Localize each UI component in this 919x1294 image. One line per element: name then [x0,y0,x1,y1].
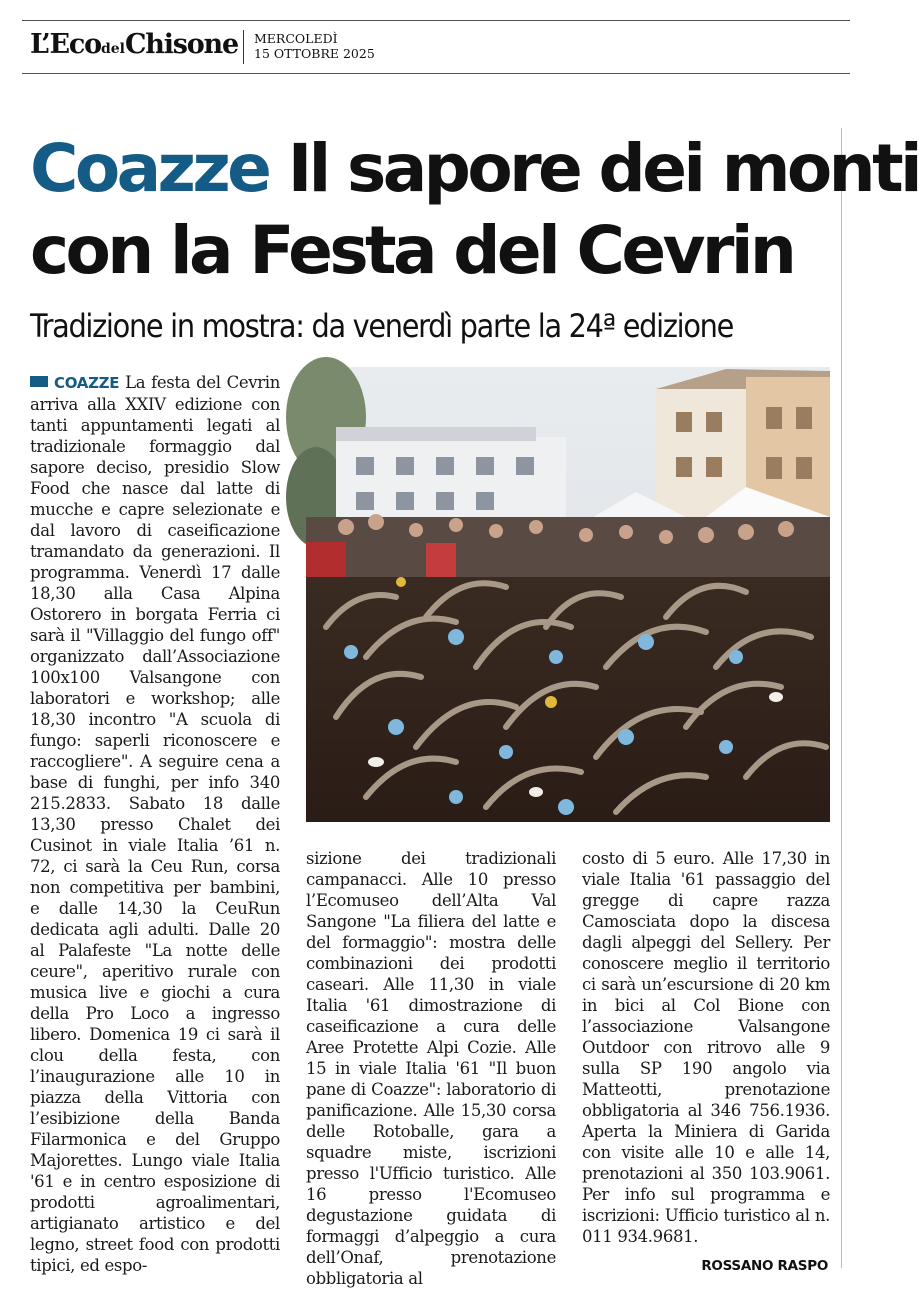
issue-full-date: 15 OTTOBRE 2025 [254,46,375,61]
logo-part-1: L’Eco [30,29,101,60]
masthead [22,20,850,74]
article-column-1 [30,372,280,1276]
article-headline [30,128,919,292]
logo-part-3: Chisone [124,29,238,60]
issue-weekday: MERCOLEDÌ [254,31,338,46]
kicker-marker [30,376,48,387]
article-subheadline: Tradizione in mostra: da venerdì parte la 24ª edizione [30,307,734,345]
headline-line-1: Il sapore dei monti [287,130,919,207]
logo-part-2: del [100,41,125,57]
body-text-column-3: costo di 5 euro. Alle 17,30 in viale Italia '61 passaggio del gregge di capre razza Camosciata dopo la discesa dagli alpeggi del Sellery. Per conoscere meglio il territorio ci sarà un’escursione di 20 km in bici al Col Bione con l’associazione Valsangone Outdoor con ritrovo alle 9 sulla SP 190 angolo via Matteotti, prenotazione obbligatoria al 346 756.1936. Aperta la Miniera di Garida con visite alle 10 e alle 14, prenotazioni al 350 103.9061. Per info sul programma e iscrizioni: Ufficio turistico al n. 011 934.9681. [582,849,830,1246]
goat-herd-photo [306,367,830,822]
headline-location-tag: Coazze [30,130,269,207]
kicker-location: COAZZE [54,374,120,392]
masthead-divider [243,30,244,64]
body-text-column-2: sizione dei tradizionali campanacci. Alle 10 presso l’Ecomuseo dell’Alta Val Sangone "La filiera del latte e del formaggio": mostra delle combinazioni dei prodotti caseari. Alle 11,30 in viale Italia '61 dimostrazione di caseificazione a cura delle Aree Protette Alpi Cozie. Alle 15 in viale Italia '61 "Il buon pane di Coazze": laboratorio di panificazione. Alle 15,30 corsa delle Rotoballe, gara a squadre miste, iscrizioni presso l'Ufficio turistico. Alle 16 presso l'Ecomuseo degustazione guidata di formaggi d’alpeggio a cura dell’Onaf, prenotazione obbligatoria al [306,849,556,1288]
column-rule [841,128,842,1268]
headline-line-2: con la Festa del Cevrin [30,212,794,289]
article-column-2 [306,848,556,1289]
newspaper-logo [30,29,238,60]
issue-date [254,31,375,61]
article-byline: ROSSANO RASPO [701,1258,828,1274]
article-photo [306,367,830,822]
body-text-column-1: La festa del Cevrin arriva alla XXIV edizione con tanti appuntamenti legati al tradizionale formaggio dal sapore deciso, presidio Slow Food che nasce dal latte di mucche e capre selezionate e dal lavoro di caseificazione tramandato da generazioni. Il programma. Venerdì 17 dalle 18,30 alla Casa Alpina Ostorero in borgata Ferria ci sarà il "Villaggio del fungo off" organizzato dall’Associazione 100x100 Valsangone con laboratori e workshop; alle 18,30 incontro "A scuola di fungo: saperli riconoscere e raccogliere". A seguire cena a base di funghi, per info 340 215.2833. Sabato 18 dalle 13,30 presso Chalet dei Cusinot in viale Italia ’61 n. 72, ci sarà la Ceu Run, corsa non competitiva per bambini, e dalle 14,30 la CeuRun dedicata agli adulti. Dalle 20 al Palafeste "La notte delle ceure", aperitivo rurale con musica live e giochi a cura della Pro Loco a ingresso libero. Domenica 19 ci sarà il clou della festa, con l’inaugurazione alle 10 in piazza della Vittoria con l’esibizione della Banda Filarmonica e del Gruppo Majorettes. Lungo viale Italia '61 e in centro esposizione di prodotti agroalimentari, artigianato artistico e del legno, street food con prodotti tipici, ed espo- [30,373,280,1275]
article-column-3 [582,848,830,1247]
